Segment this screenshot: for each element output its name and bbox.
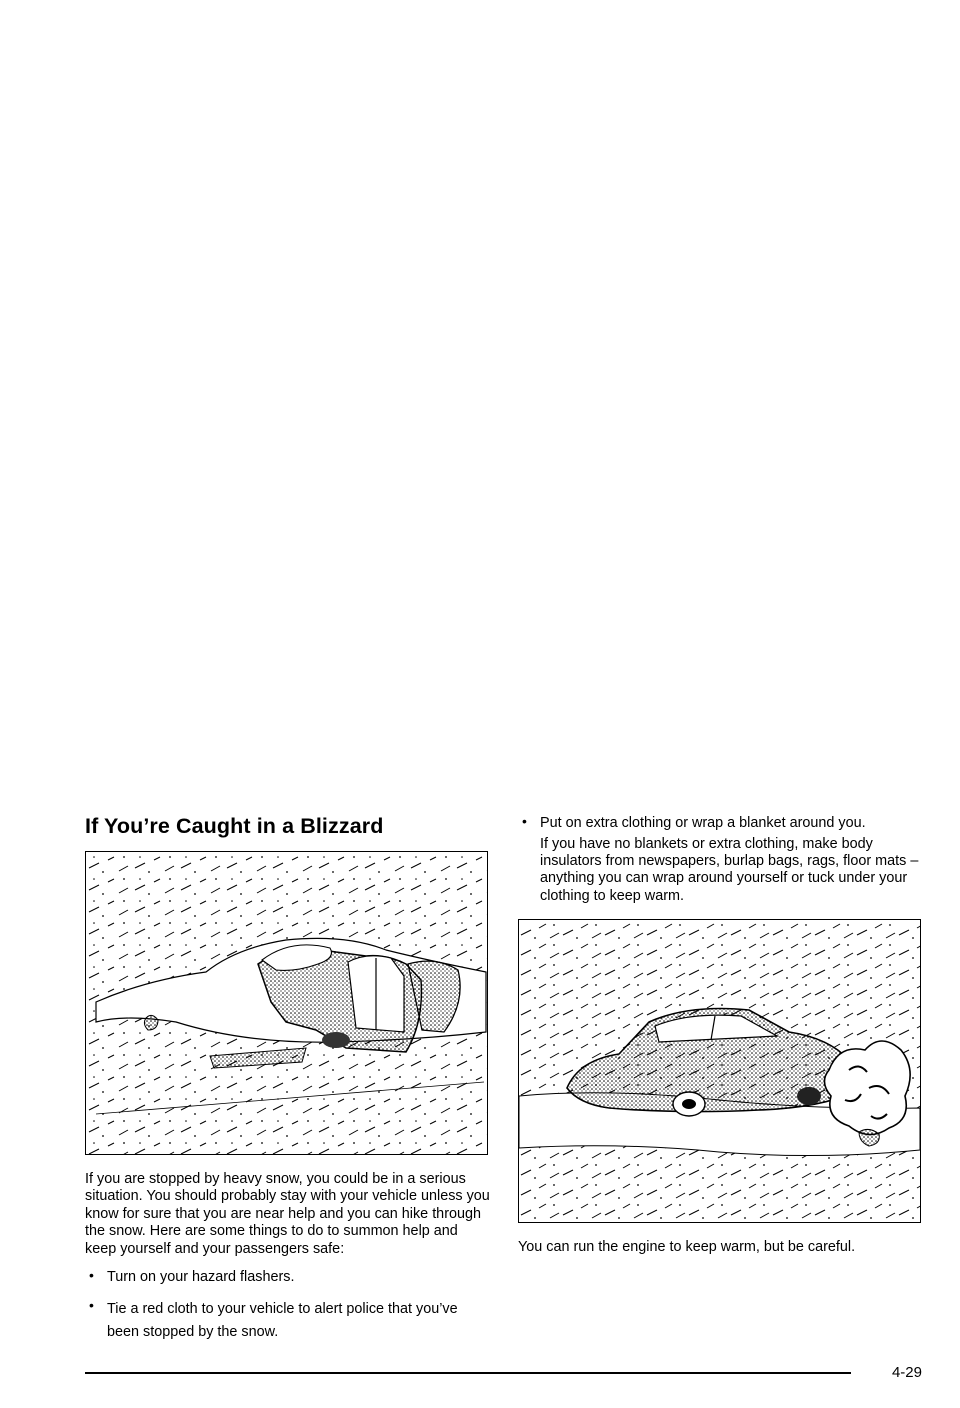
illustration-car-with-exhaust bbox=[518, 919, 921, 1223]
left-column bbox=[85, 812, 490, 1344]
bullet-detail: If you have no blankets or extra clothing, make body insulators from newspapers, burlap bags, rags, floor mats – anything you can wrap around yourself or tuck under your clothing to keep warm. bbox=[540, 836, 919, 904]
list-item: • Turn on your hazard flashers. bbox=[89, 1267, 295, 1286]
caption-paragraph: You can run the engine to keep warm, but be careful. bbox=[518, 1238, 856, 1255]
section-title: If You’re Caught in a Blizzard bbox=[85, 814, 384, 838]
bullet-icon: • bbox=[89, 1267, 94, 1284]
bullet-icon: • bbox=[522, 813, 527, 829]
intro-paragraph: If you are stopped by heavy snow, you could be in a serious situation. You should probably stay with your vehicle unless you know for sure that you are near help and you can hike through the snow. Here are some things to do to summon help and keep yourself and your passengers safe: bbox=[85, 1171, 490, 1257]
right-column bbox=[518, 814, 923, 1256]
illustration-car-buried-in-snow bbox=[85, 851, 488, 1155]
bullet-icon: • bbox=[89, 1297, 94, 1314]
list-item: • Put on extra clothing or wrap a blanket around you. If you have no blankets or extra clothing, make body insulators from newspapers, burlap bags, rags, floor mats – anything you can wrap around yourself or tuck under your clothing to keep warm. bbox=[518, 814, 923, 905]
list-item: • Tie a red cloth to your vehicle to alert police that you’ve been stopped by the snow. bbox=[89, 1297, 458, 1341]
page-number: 4-29 bbox=[891, 1364, 922, 1381]
footer-rule bbox=[85, 1372, 851, 1374]
